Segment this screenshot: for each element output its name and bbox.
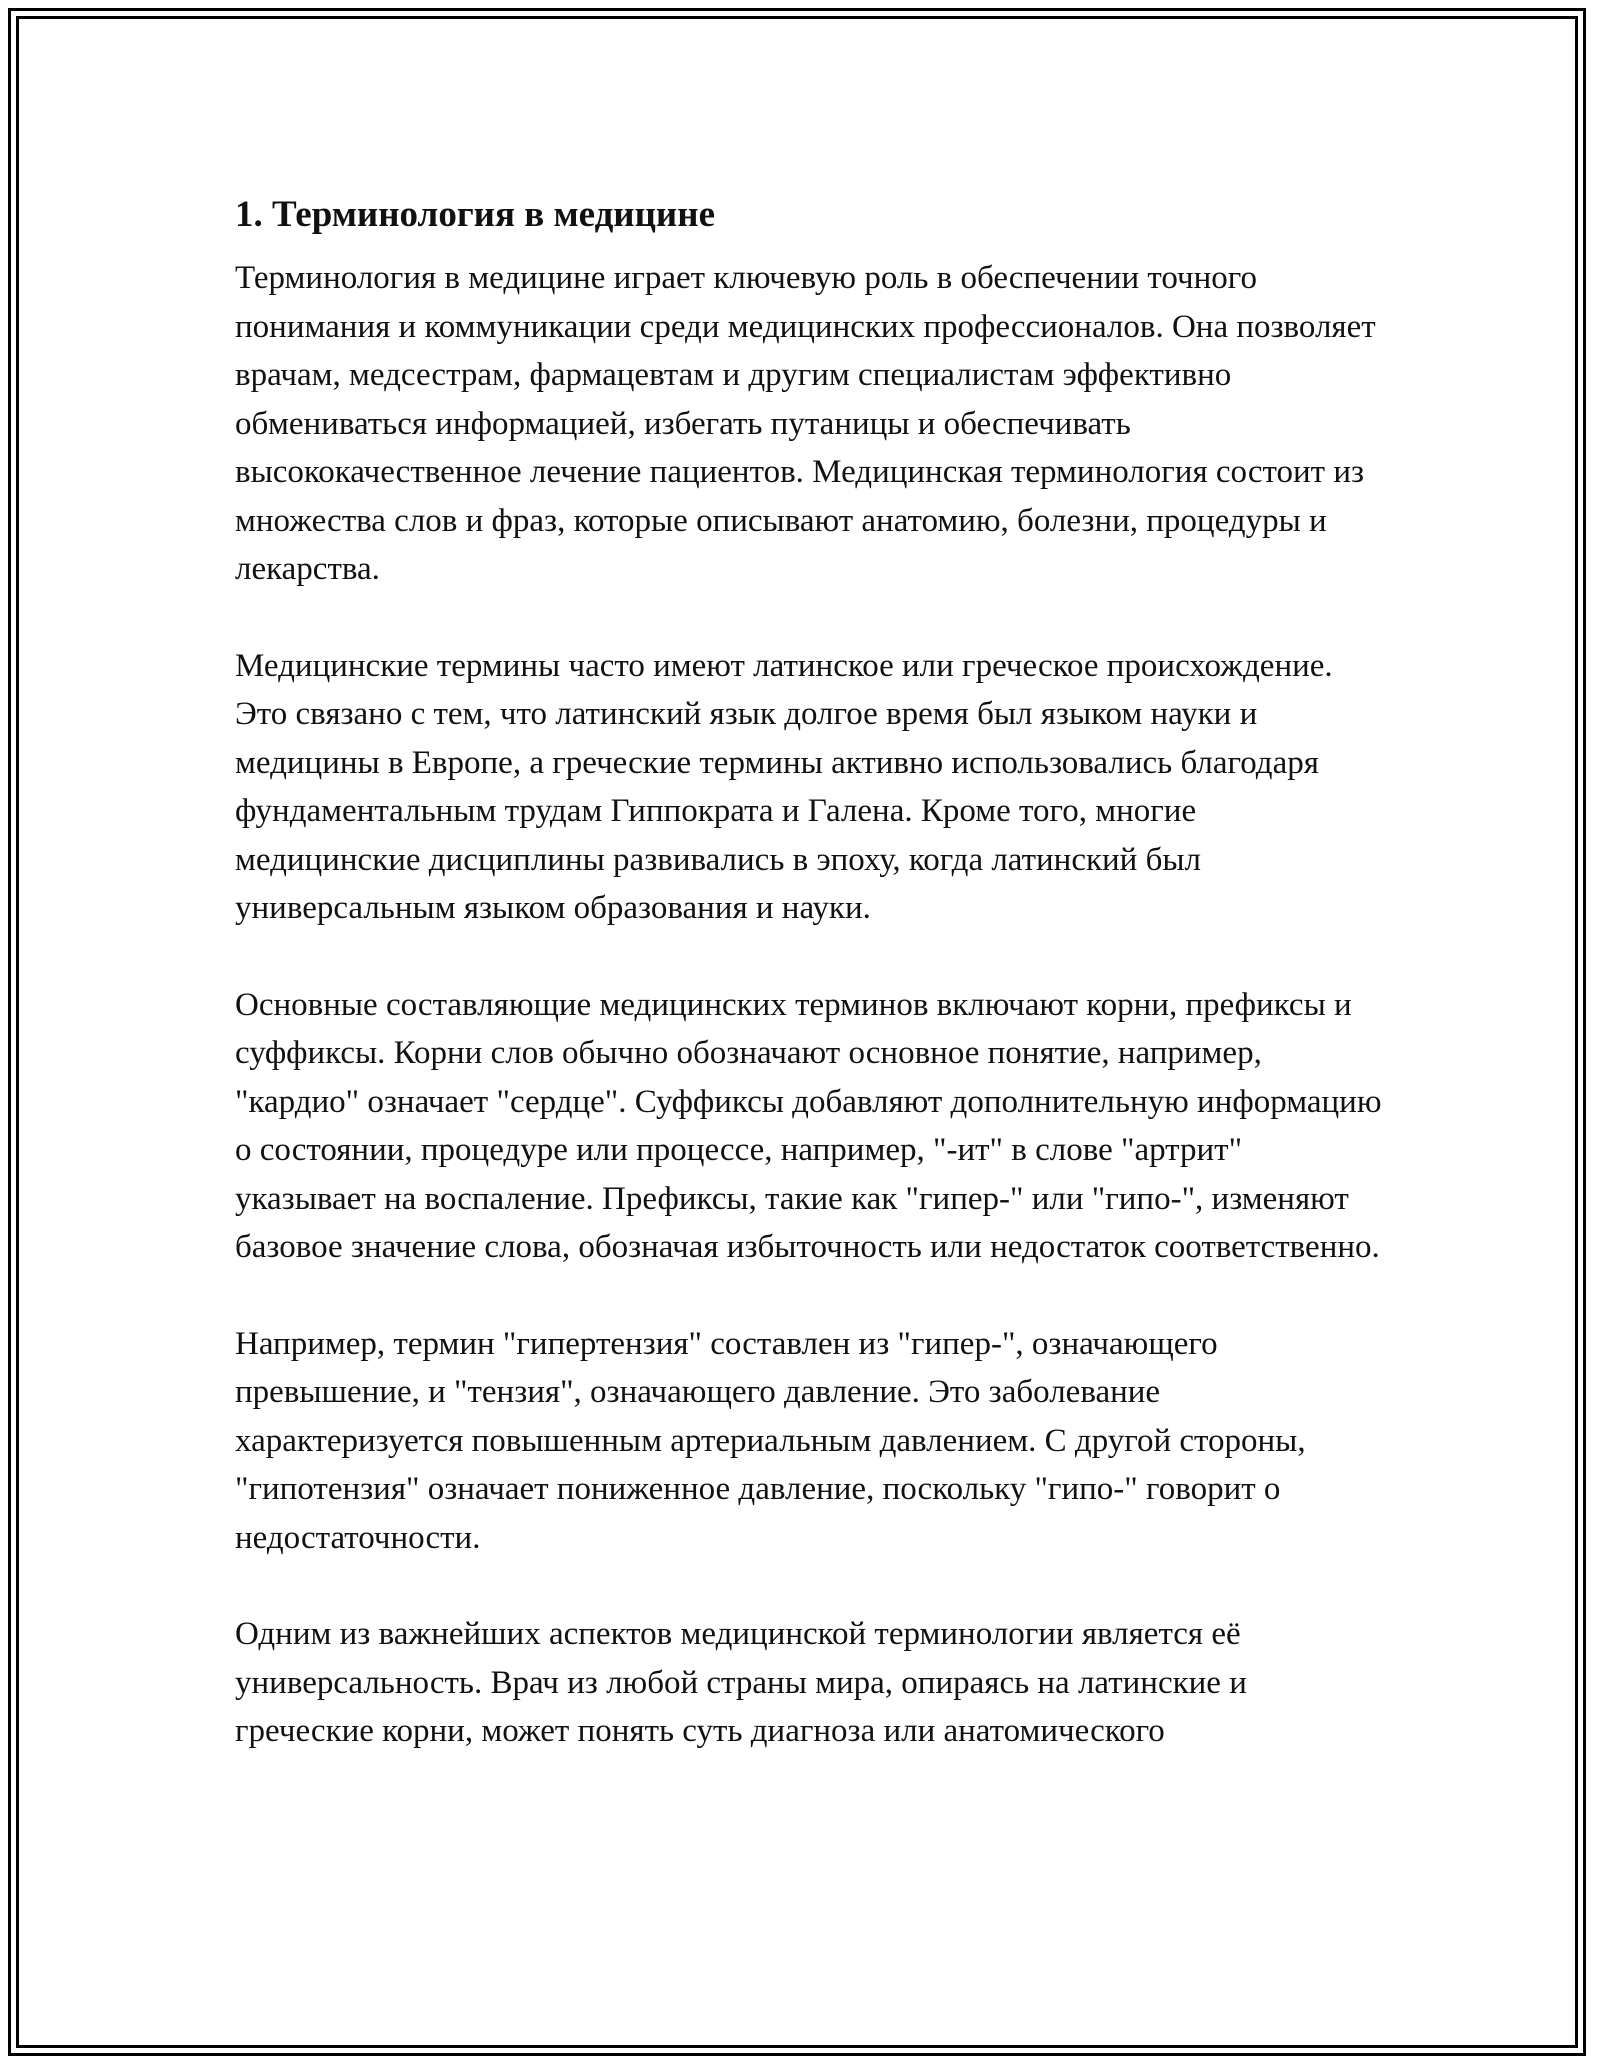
paragraph-universality: Одним из важнейших аспектов медицинской терминологии является её универсальность. Врач из любой страны мира, опираясь на латинские и греческие корни, может понять суть диагноза или анатомического: [235, 1616, 1247, 1749]
document-body: [235, 190, 1385, 1756]
paragraph-terminology-role: Терминология в медицине играет ключевую роль в обеспечении точного понимания и коммуникации среди медицинских профессионалов. Она позволяет врачам, медсестрам, фармацевтам и другим специалистам эффективно обмениваться информацией, избегать путаницы и обеспечивать высококачественное лечение пациентов. Медицинская терминология состоит из множества слов и фраз, которые описывают анатомию, болезни, процедуры и лекарства.: [235, 260, 1376, 587]
paragraph-term-components: Основные составляющие медицинских терминов включают корни, префиксы и суффиксы. Корни слов обычно обозначают основное понятие, например, "кардио" означает "сердце". Суффиксы добавляют дополнительную информацию о состоянии, процедуре или процессе, например, "-ит" в слове "артрит" указывает на воспаление. Префиксы, такие как "гипер-" или "гипо-", изменяют базовое значение слова, обозначая избыточность или недостаток соответственно.: [235, 986, 1382, 1265]
paragraph-hypertension-example: Например, термин "гипертензия" составлен из "гипер-", означающего превышение, и "тензия", означающего давление. Это заболевание характеризуется повышенным артериальным давлением. С другой стороны, "гипотензия" означает пониженное давление, поскольку "гипо-" говорит о недостаточности.: [235, 1325, 1306, 1556]
paragraph-latin-greek-origin: Медицинские термины часто имеют латинское или греческое происхождение. Это связано с тем, что латинский язык долгое время был языком науки и медицины в Европе, а греческие термины активно использовались благодаря фундаментальным трудам Гиппократа и Галена. Кроме того, многие медицинские дисциплины развивались в эпоху, когда латинский был универсальным языком образования и науки.: [235, 647, 1333, 926]
section-title: 1. Терминология в медицине: [235, 194, 715, 235]
